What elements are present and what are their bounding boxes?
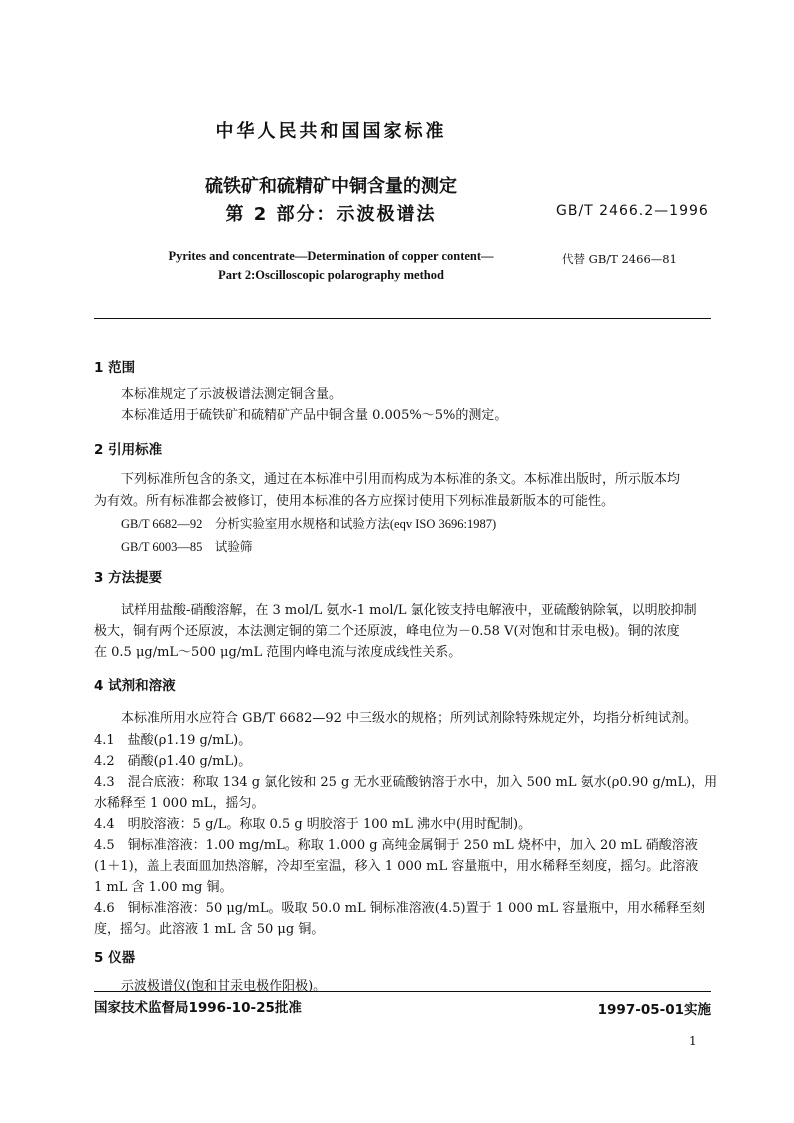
section-4-line: 1 mL 含 1.00 mg 铜。 (94, 880, 233, 895)
section-4-line: 度，摇匀。此溶液 1 mL 含 50 μg 铜。 (94, 922, 325, 937)
section-3-line: 极大，铜有两个还原波，本法测定铜的第二个还原波，峰电位为－0.58 V(对饱和甘汞电极)。铜的浓度 (94, 624, 680, 639)
section-4-line: (1＋1)，盖上表面皿加热溶解，冷却至室温，移入 1 000 mL 容量瓶中，用水稀释至刻度，摇匀。此溶液 (94, 859, 699, 874)
title-en-line2: Part 2:Oscilloscopic polarography method (218, 268, 444, 282)
section-1-line: 本标准适用于硫铁矿和硫精矿产品中铜含量 0.005%～5%的测定。 (121, 408, 508, 423)
section-3-line: 在 0.5 μg/mL～500 μg/mL 范围内峰电流与浓度成线性关系。 (94, 645, 462, 660)
section-4-item: 4.4 明胶溶液：5 g/L。称取 0.5 g 明胶溶于 100 mL 沸水中(用时配制)。 (94, 817, 532, 832)
standard-number: GB/T 2466.2—1996 (556, 203, 709, 219)
implementation-date: 1997-05-01实施 (597, 1002, 711, 1018)
section-4-item: 4.2 硝酸(ρ1.40 g/mL)。 (94, 754, 252, 769)
section-4-line: 本标准所用水应符合 GB/T 6682—92 中三级水的规格；所列试剂除特殊规定外，均指分析纯试剂。 (121, 711, 698, 726)
section-3-line: 试样用盐酸-硝酸溶解，在 3 mol/L 氨水-1 mol/L 氯化铵支持电解液中，亚硫酸钠除氧，以明胶抑制 (121, 603, 697, 618)
section-1-line: 本标准规定了示波极谱法测定铜含量。 (121, 387, 343, 402)
section-5-line: 示波极谱仪(饱和甘汞电极作阳极)。 (121, 979, 327, 994)
section-1-heading: 1 范围 (94, 360, 136, 376)
section-4-item: 4.3 混合底液：称取 134 g 氯化铵和 25 g 无水亚硫酸钠溶于水中，加入 500 mL 氨水(ρ0.90 g/mL)，用 (94, 775, 718, 790)
reference-item: GB/T 6003—85 试验筛 (121, 540, 253, 554)
section-2-line: 为有效。所有标准都会被修订，使用本标准的各方应探讨使用下列标准最新版本的可能性。 (94, 494, 615, 509)
section-4-line: 水稀释至 1 000 mL，摇匀。 (94, 796, 265, 811)
section-2-line: 下列标准所包含的条文，通过在本标准中引用而构成为本标准的条文。本标准出版时，所示版本均 (121, 472, 681, 487)
section-3-heading: 3 方法提要 (94, 570, 163, 586)
section-5-heading: 5 仪器 (94, 950, 136, 966)
approval-note: 国家技术监督局1996-10-25批准 (94, 1000, 302, 1016)
section-4-item: 4.1 盐酸(ρ1.19 g/mL)。 (94, 733, 252, 748)
replaces-standard: 代替 GB/T 2466—81 (562, 252, 677, 266)
footer-divider (94, 991, 711, 992)
header-divider (94, 318, 711, 319)
reference-item: GB/T 6682—92 分析实验室用水规格和试验方法(eqv ISO 3696:1987) (121, 517, 497, 531)
title-cn-line1: 硫铁矿和硫精矿中铜含量的测定 (205, 176, 457, 197)
national-standard-label: 中华人民共和国国家标准 (215, 121, 447, 142)
section-2-heading: 2 引用标准 (94, 442, 163, 458)
section-4-item: 4.5 铜标准溶液：1.00 mg/mL。称取 1.000 g 高纯金属铜于 250 mL 烧杯中，加入 20 mL 硝酸溶液 (94, 838, 698, 853)
section-4-heading: 4 试剂和溶液 (94, 678, 176, 694)
section-4-item: 4.6 铜标准溶液：50 μg/mL。吸取 50.0 mL 铜标准溶液(4.5)置于 1 000 mL 容量瓶中，用水稀释至刻 (94, 901, 706, 916)
title-en-line1: Pyrites and concentrate—Determination of copper content— (168, 249, 494, 263)
page-number: 1 (689, 1034, 697, 1048)
title-cn-line2: 第 2 部分：示波极谱法 (225, 204, 437, 225)
